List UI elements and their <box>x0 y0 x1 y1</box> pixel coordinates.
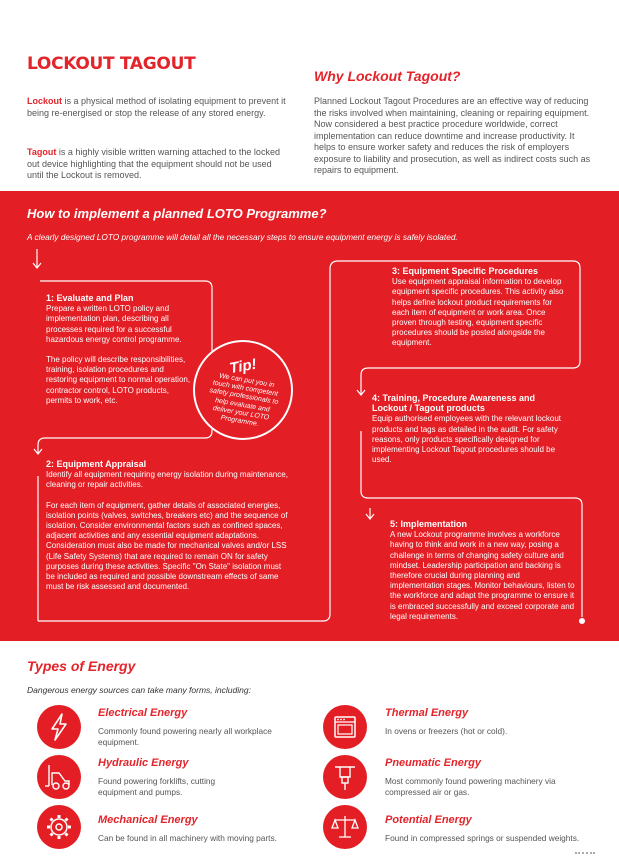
step-text: A new Lockout programme involves a workforce having to think and work in a new way, posing a challenge in terms of changing safety culture and mindset. Leadership participation and backing is therefore crucial during planning and implementation stages. Monitor behaviours, listen to the workforce and adapt the programme to ensure it is embraced successfully and exceed corporate and legal requirements. <box>390 530 575 621</box>
tip-bubble <box>193 340 293 440</box>
step-implementation <box>390 519 576 632</box>
step-text: Equip authorised employees with the relevant lockout products and tags as detailed in the audit. For safety reasons, only products specifically designed for implementing Lockout Tagout procedures should be used. <box>372 414 561 465</box>
step-equipment-appraisal <box>46 459 291 602</box>
gear-icon <box>37 805 81 849</box>
step-equipment-specific-procedures <box>392 266 570 359</box>
energy-name: Pneumatic Energy <box>385 757 481 769</box>
step-text: Use equipment appraisal information to develop equipment specific procedures. This activity also helps define lockout product requirements for each item of equipment or work area. Once proven through testing, equipment specific procedures should be posted alongside the equipment. <box>392 277 564 348</box>
step-text: The policy will describe responsibilities, training, isolation procedures and restoring equipment to normal operation, contractor control, LOTO products, permits to work, etc. <box>46 355 191 405</box>
why-text: Planned Lockout Tagout Procedures are an effective way of reducing the risks involved when maintaining, cleaning or repairing equipment. Now considered a best practice procedure worldwide, correct implementation can reduce downtime and increase productivity. It helps to ensure worker safety and reduces the risk of employers exposure to liability and prosecution, as well as indirect costs such as repairs to equipment. <box>314 96 591 175</box>
programme-title: How to implement a planned LOTO Programme? <box>27 206 327 221</box>
step-heading: 2: Equipment Appraisal <box>46 459 147 469</box>
energy-desc: Can be found in all machinery with moving parts. <box>98 833 277 843</box>
step-evaluate-and-plan <box>46 293 196 416</box>
tip-text: We can put you in touch with competent safety professionals to help evaluate and deliver your LOTO Programme. <box>208 372 279 429</box>
types-subtitle: Dangerous energy sources can take many forms, including: <box>27 685 251 695</box>
page-title: LOCKOUT TAGOUT <box>27 54 196 74</box>
energy-name: Hydraulic Energy <box>98 757 189 769</box>
page-number-marker <box>575 852 595 855</box>
lockout-definition <box>27 96 289 119</box>
step-heading: 1: Evaluate and Plan <box>46 293 134 303</box>
lightning-icon <box>37 705 81 749</box>
oven-icon <box>323 705 367 749</box>
energy-name: Mechanical Energy <box>98 814 198 826</box>
step-heading: 4: Training, Procedure Awareness and Lockout / Tagout products <box>372 393 536 414</box>
lockout-term: Lockout <box>27 96 62 106</box>
tagout-text: is a highly visible written warning attached to the locked out device highlighting that the equipment should not be used until the Lockout is removed. <box>27 147 280 180</box>
forklift-icon <box>37 755 81 799</box>
tagout-term: Tagout <box>27 147 57 157</box>
step-training-and-products <box>372 393 564 475</box>
step-text: Identify all equipment requiring energy isolation during maintenance, cleaning or repair activities. <box>46 470 288 490</box>
energy-desc: Found in compressed springs or suspended weights. <box>385 833 580 843</box>
step-heading: 5: Implementation <box>390 519 468 529</box>
energy-name: Potential Energy <box>385 814 472 826</box>
tagout-definition <box>27 147 289 182</box>
types-title: Types of Energy <box>27 658 136 674</box>
jackhammer-icon <box>323 755 367 799</box>
step-heading: 3: Equipment Specific Procedures <box>392 266 539 276</box>
energy-name: Electrical Energy <box>98 707 188 719</box>
programme-subtitle: A clearly designed LOTO programme will detail all the necessary steps to ensure equipment energy is safely isolated. <box>27 232 458 242</box>
tip-heading: Tip! <box>228 355 258 378</box>
step-text: For each item of equipment, gather details of associated energies, isolation points (valves, switches, breakers etc) and the sequence of isolation. Consider environmental factors such as confined spaces, adjacent activities and any essential equipment adaptations. Consideration must also be made for mechanical valves and/or LSS (Life Safety Systems) that are required to remain ON for safety purposes during these activities. Specific "On State" isolation must be included as required and possible downstream effects of same must be risk assessed and documented. <box>46 500 288 592</box>
energy-name: Thermal Energy <box>385 707 469 719</box>
energy-desc: Most commonly found powering machinery via compressed air or gas. <box>385 776 556 797</box>
scales-icon <box>323 805 367 849</box>
step-text: Prepare a written LOTO policy and implementation plan, describing all processes required for a successful hazardous energy control programme. <box>46 304 182 344</box>
energy-desc: Commonly found powering nearly all workplace equipment. <box>98 726 272 747</box>
energy-desc: Found powering forklifts, cutting equipment and pumps. <box>98 776 216 797</box>
why-title: Why Lockout Tagout? <box>314 68 461 84</box>
lockout-text: is a physical method of isolating equipment to prevent it being re-energised or stop the release of any stored energy. <box>27 96 286 118</box>
energy-desc: In ovens or freezers (hot or cold). <box>385 726 508 736</box>
